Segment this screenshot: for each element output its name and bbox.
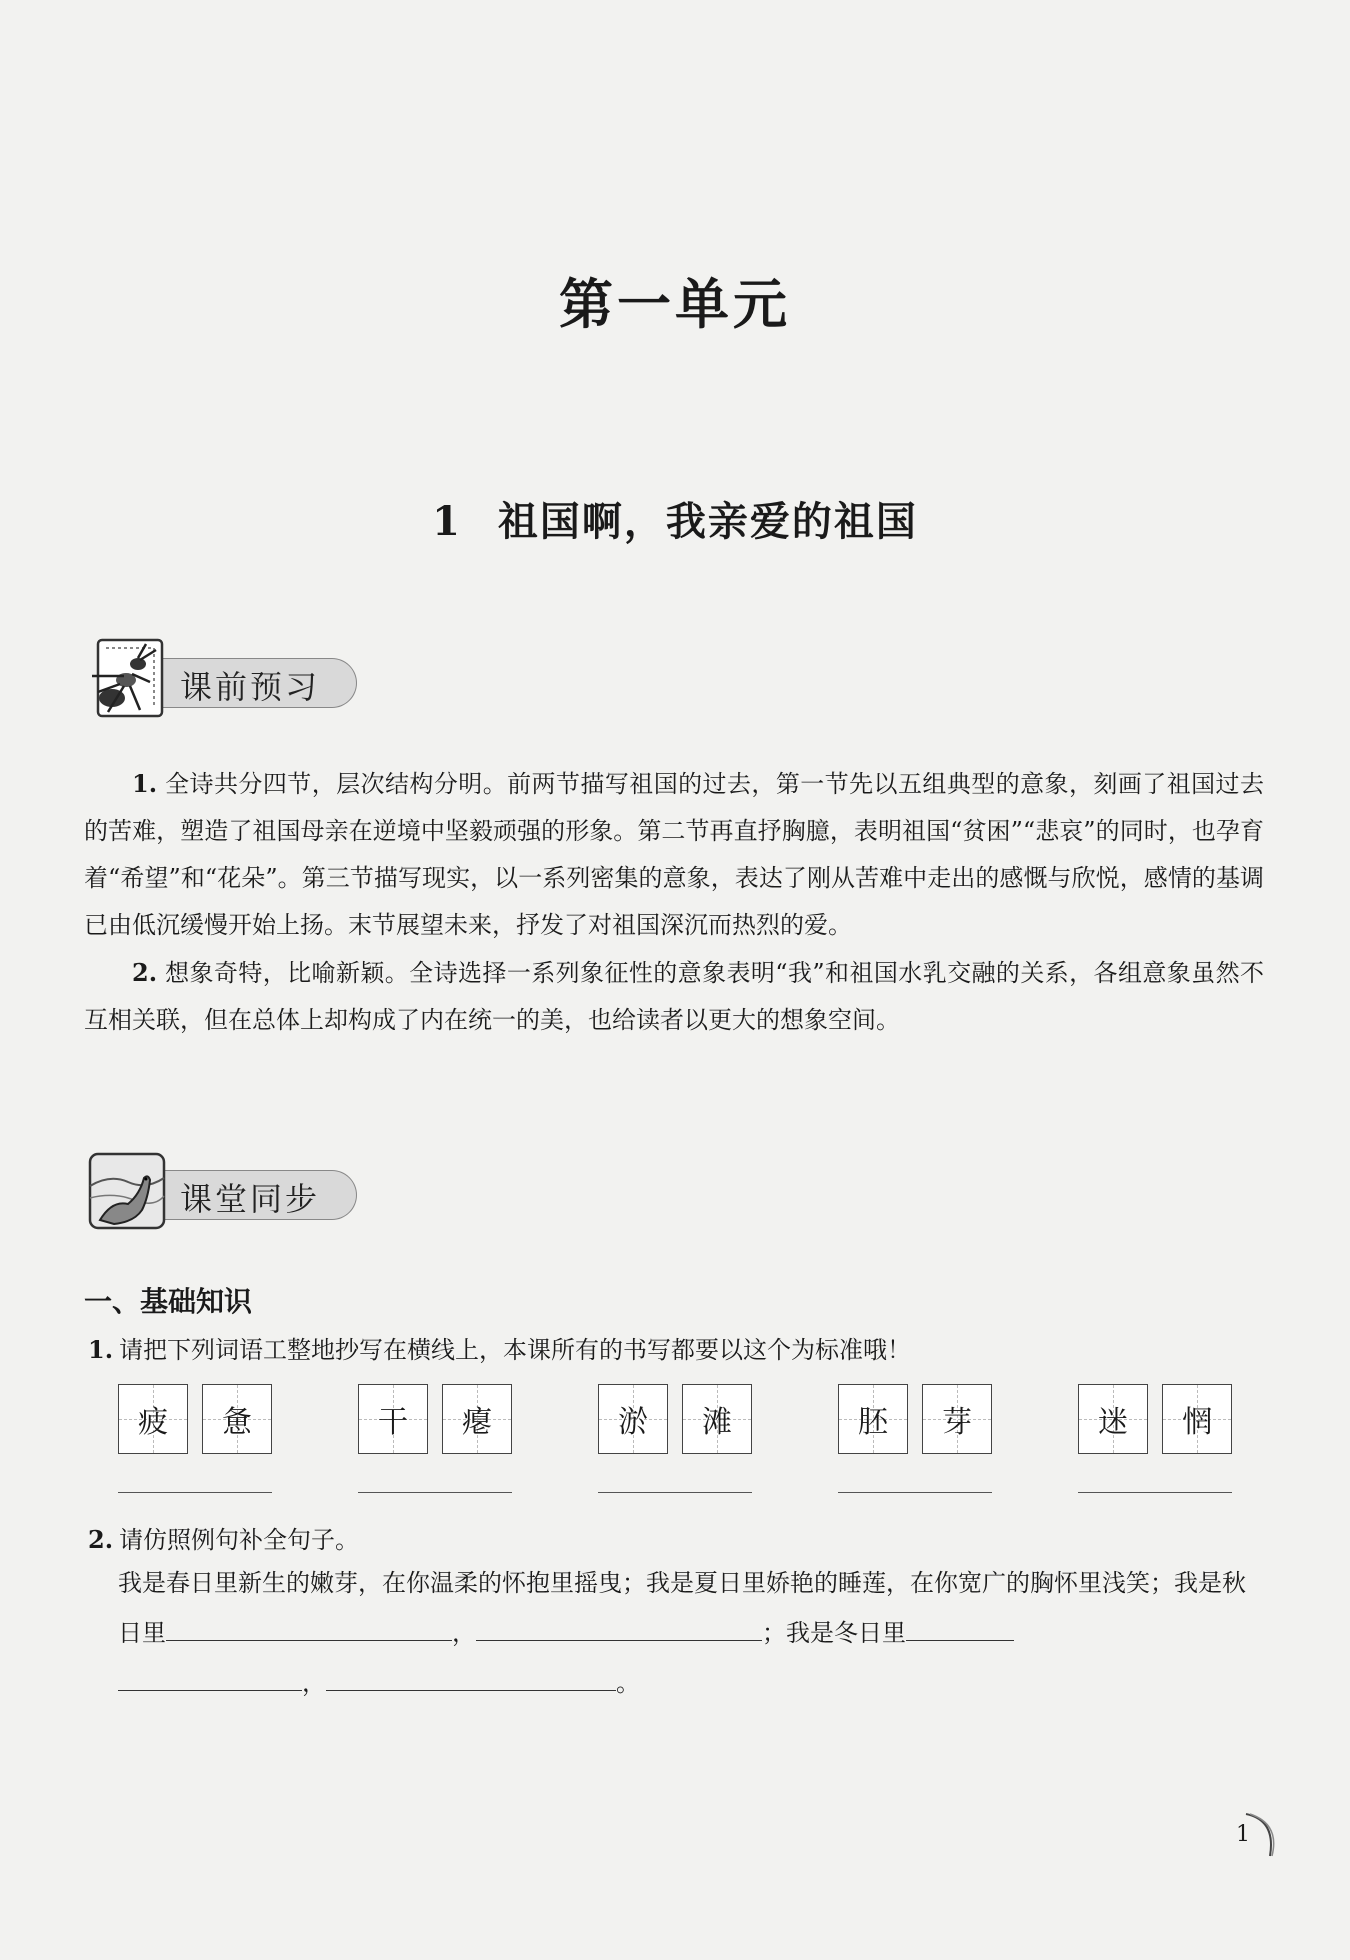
- classroom-label: 课堂同步: [180, 1180, 321, 1218]
- point-number: 2.: [132, 958, 158, 987]
- answer-line[interactable]: [838, 1492, 992, 1493]
- word-char: 迷: [1098, 1405, 1128, 1440]
- word-char: 惫: [222, 1405, 252, 1440]
- char-box: [922, 1384, 992, 1454]
- separator: ，: [452, 1619, 476, 1647]
- fill-blank[interactable]: [476, 1614, 762, 1641]
- word-char: 淤: [618, 1405, 648, 1440]
- word-char: 疲: [138, 1405, 168, 1440]
- answer-line[interactable]: [118, 1492, 272, 1493]
- word-char: 滩: [702, 1405, 732, 1440]
- word-char: 干: [378, 1405, 408, 1440]
- question-2: [88, 1520, 359, 1555]
- word-char: 瘪: [462, 1405, 492, 1440]
- char-box: [442, 1384, 512, 1454]
- lesson-name: 祖国啊，我亲爱的祖国: [497, 498, 918, 545]
- question-number: 1.: [88, 1335, 114, 1364]
- preview-label: 课前预习: [180, 668, 321, 706]
- word-char: 惘: [1182, 1405, 1212, 1440]
- sentence-end: 。: [616, 1669, 640, 1697]
- lesson-number: 1: [432, 498, 462, 545]
- ant-illustration-icon: [84, 636, 170, 722]
- word-char: 芽: [942, 1405, 972, 1440]
- preview-point: [84, 949, 1264, 1044]
- char-box: [598, 1384, 668, 1454]
- preview-point: [84, 760, 1264, 949]
- copy-words-grid: [0, 1384, 1350, 1504]
- page-number-badge: [1226, 1810, 1282, 1866]
- fill-blank[interactable]: [118, 1664, 302, 1691]
- answer-line[interactable]: [358, 1492, 512, 1493]
- dinosaur-illustration-icon: [84, 1148, 170, 1234]
- fill-blank[interactable]: [906, 1614, 1014, 1641]
- unit-title: 第一单元: [559, 273, 791, 336]
- preview-banner: [84, 636, 364, 726]
- fill-blank[interactable]: [166, 1614, 452, 1641]
- word-char: 胚: [858, 1405, 888, 1440]
- page-number: 1: [1236, 1822, 1250, 1847]
- question-number: 2.: [88, 1525, 114, 1554]
- separator: ，: [302, 1669, 326, 1697]
- section-heading: 一、基础知识: [84, 1285, 253, 1318]
- char-box: [838, 1384, 908, 1454]
- answer-line[interactable]: [598, 1492, 752, 1493]
- char-box: [682, 1384, 752, 1454]
- classroom-banner: [84, 1148, 364, 1238]
- question-text: 请把下列词语工整地抄写在横线上，本课所有的书写都要以这个为标准哦！: [119, 1336, 912, 1364]
- question-1: [88, 1330, 911, 1365]
- lesson-title: [0, 490, 1350, 547]
- answer-line[interactable]: [1078, 1492, 1232, 1493]
- example-sentence: 我是春日里新生的嫩芽，在你温柔的怀抱里摇曳；我是夏日里娇艳的睡莲，在你宽广的胸怀里浅笑；我是秋日里: [118, 1569, 1246, 1647]
- point-number: 1.: [132, 769, 158, 798]
- preview-text: [84, 760, 1264, 1044]
- point-text: 全诗共分四节，层次结构分明。前两节描写祖国的过去，第一节先以五组典型的意象，刻画了祖国过去的苦难，塑造了祖国母亲在逆境中坚毅顽强的形象。第二节再直抒胸臆，表明祖国“贫困”“悲哀”的同时，也孕育着“希望”和“花朵”。第三节描写现实，以一系列密集的意象，表达了刚从苦难中走出的感慨与欣悦，感情的基调已由低沉缓慢开始上扬。末节展望未来，抒发了对祖国深沉而热烈的爱。: [84, 770, 1264, 939]
- char-box: [1162, 1384, 1232, 1454]
- page-curl-icon: [1226, 1810, 1282, 1866]
- char-box: [358, 1384, 428, 1454]
- char-box: [1078, 1384, 1148, 1454]
- point-text: 想象奇特，比喻新颖。全诗选择一系列象征性的意象表明“我”和祖国水乳交融的关系，各组意象虽然不互相关联，但在总体上却构成了内在统一的美，也给读者以更大的想象空间。: [84, 959, 1264, 1034]
- fill-blank[interactable]: [326, 1664, 616, 1691]
- sentence-exercise: [118, 1558, 1268, 1708]
- sentence-middle: ；我是冬日里: [762, 1619, 906, 1647]
- char-box: [118, 1384, 188, 1454]
- question-text: 请仿照例句补全句子。: [119, 1526, 360, 1554]
- char-box: [202, 1384, 272, 1454]
